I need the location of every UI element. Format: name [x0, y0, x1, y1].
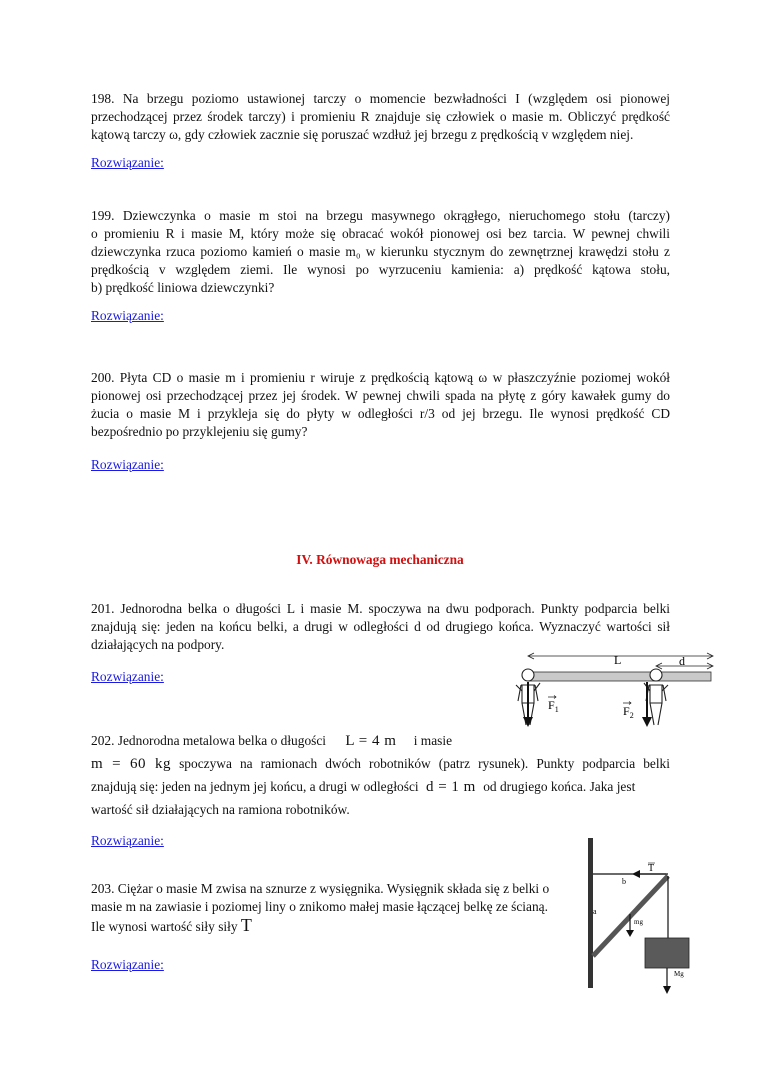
label-a: a — [593, 907, 597, 916]
problem-202-line-4: wartość sił działających na ramiona robotników. — [91, 802, 350, 817]
label-t: T — [648, 863, 655, 874]
problem-203 — [91, 880, 581, 936]
text-line: działających na podpory. — [91, 637, 225, 652]
force-arrow-f1 — [523, 682, 533, 727]
solution-link-198[interactable]: Rozwiązanie: — [91, 155, 164, 170]
solution-link-201[interactable]: Rozwiązanie: — [91, 669, 164, 684]
solution-link-200[interactable]: Rozwiązanie: — [91, 457, 164, 472]
text-line: dziewczynka rzuca poziomo kamień o masie m₀ w kierunku stycznym do zewnętrznej krawędzi stołu z — [91, 244, 670, 259]
label-b: b — [622, 877, 626, 886]
text-line: pionowej osi przechodzącej przez jej środek. W pewnej chwili spada na płytę z góry kawałek gumy do — [91, 388, 670, 403]
text-segment: Ile wynosi wartość siły siły — [91, 919, 238, 934]
text-line: 200. Płyta CD o masie m i promieniu r wiruje z prędkością kątową ω w płaszczyźnie poziomej wokół — [91, 370, 670, 385]
problem-203-line-2: masie m na zawiasie i poziomej liny o znikomo małej masie łączącej belkę ze ścianą. — [91, 899, 548, 914]
label-f1 — [548, 698, 559, 714]
label-f2-letter: F — [623, 704, 630, 718]
problem-200 — [91, 369, 670, 441]
solution-link-199[interactable]: Rozwiązanie: — [91, 308, 164, 323]
problem-202-line-1 — [91, 732, 670, 750]
section-title: IV. Równowaga mechaniczna — [296, 552, 464, 567]
text-segment: spoczywa na ramionach dwóch robotników (patrz rysunek). Punkty podparcia belki — [179, 756, 670, 771]
label-mg: mg — [634, 918, 643, 926]
problem-200-text — [91, 369, 670, 441]
weight-block — [645, 938, 689, 968]
solution-link-202[interactable]: Rozwiązanie: — [91, 833, 164, 848]
beam-figure — [508, 645, 718, 735]
text-line: 199. Dziewczynka o masie m stoi na brzegu masywnego okrągłego, nieruchomego stołu (tarczy) — [91, 208, 670, 223]
text-line: znajdują się: jeden na końcu belki, a drugi w odległości d od drugiego końca. Wyznaczyć wartości sił — [91, 619, 670, 634]
problem-202-line-3 — [91, 778, 670, 796]
math-mass: m = 60 kg — [91, 756, 172, 772]
problem-203-line-3 — [91, 916, 581, 936]
text-line: o promieniu R i masie M, który może się obracać wokół pionowej osi bez tarcia. W pewnej chwili — [91, 226, 670, 241]
problem-203-line-1: 203. Ciężar o masie M zwisa na sznurze z wysięgnika. Wysięgnik składa się z belki o — [91, 881, 550, 896]
boom-figure — [580, 838, 698, 998]
problem-198 — [91, 90, 670, 144]
math-distance: d = 1 m — [425, 779, 476, 795]
label-L: L — [614, 653, 622, 667]
label-d: d — [679, 654, 685, 668]
solution-link-203[interactable]: Rozwiązanie: — [91, 957, 164, 972]
text-segment: i masie — [413, 733, 453, 748]
text-line: prędkością v względem ziemi. Ile wynosi po wyrzuceniu kamienia: a) prędkość kątowa stołu, — [91, 262, 670, 277]
text-line: kątową tarczy ω, gdy człowiek zacznie się poruszać wzdłuż jej brzegu z prędkością v względem niej. — [91, 127, 634, 142]
symbol-t: T — [240, 915, 252, 935]
label-f1-letter: F — [548, 698, 555, 712]
math-length: L = 4 m — [345, 733, 397, 749]
text-line: przechodzącej przez środek tarczy) i promieniu R znajduje się człowiek o masie m. Obliczyć prędkość — [91, 109, 670, 124]
text-line: 201. Jednorodna belka o długości L i masie M. spoczywa na dwu podporach. Punkty podparcia belki — [91, 601, 670, 616]
text-line: b) prędkość liniowa dziewczynki? — [91, 280, 275, 295]
text-segment: od drugiego końca. Jaka jest — [483, 779, 636, 794]
text-line: 198. Na brzegu poziomo ustawionej tarczy o momencie bezwładności I (względem osi pionowej — [91, 91, 670, 106]
beam — [528, 672, 711, 681]
problem-202-line-2 — [91, 755, 670, 773]
label-mg-load: Mg — [674, 970, 684, 978]
text-segment: 202. Jednorodna metalowa belka o długości — [91, 733, 327, 748]
text-line: żucia o masie M i przykleja się do płyty w odległości r/3 od jej brzegu. Ile wynosi prędkość CD — [91, 406, 670, 421]
load-weight-arrow — [663, 968, 671, 994]
text-line: bezpośrednio po przyklejeniu się gumy? — [91, 424, 308, 439]
label-f1-sub: 1 — [554, 705, 559, 714]
problem-202 — [91, 732, 670, 819]
problem-199-text — [91, 207, 670, 297]
label-f2-sub: 2 — [629, 711, 634, 720]
text-segment: znajdują się: jeden na jednym jej końcu, a drugi w odległości — [91, 779, 419, 794]
problem-199 — [91, 207, 670, 297]
label-f2 — [623, 704, 634, 720]
problem-198-text — [91, 90, 670, 144]
